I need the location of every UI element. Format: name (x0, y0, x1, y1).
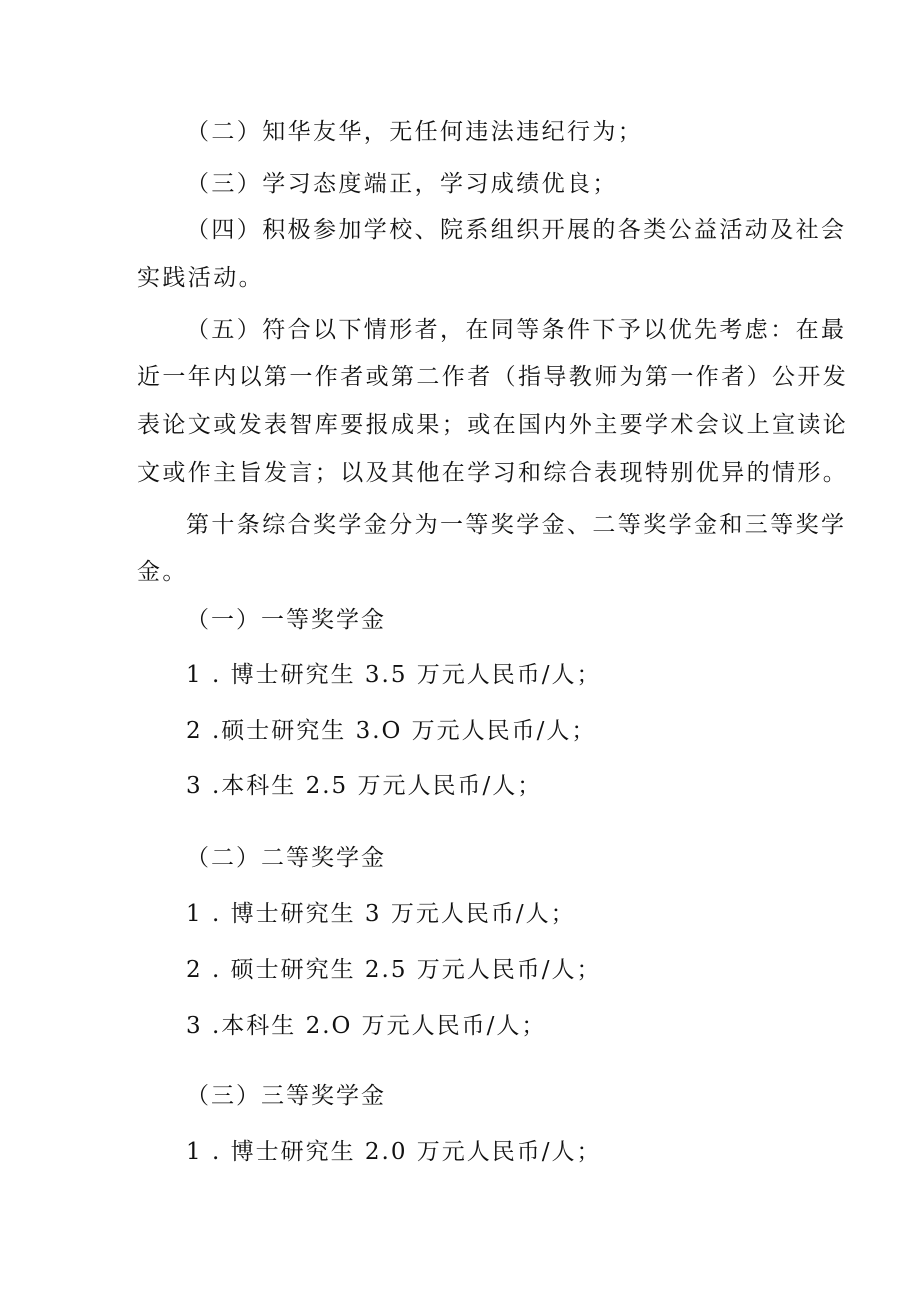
second-class-item-3: 3 .本科生 2.O 万元人民币/人； (186, 1013, 547, 1039)
article-10-line-2: 金。 (137, 559, 188, 585)
second-class-item-1: 1 . 博士研究生 3 万元人民币/人； (186, 901, 576, 927)
third-class-item-1: 1 . 博士研究生 2.0 万元人民币/人； (186, 1139, 602, 1165)
first-class-item-3: 3 .本科生 2.5 万元人民币/人； (186, 773, 543, 799)
first-class-item-2: 2 .硕士研究生 3.O 万元人民币/人； (186, 718, 597, 744)
article-10-line-1: 第十条综合奖学金分为一等奖学金、二等奖学金和三等奖学 (186, 512, 847, 538)
second-class-item-2: 2 . 硕士研究生 2.5 万元人民币/人； (186, 957, 602, 983)
clause-3-line: （三）学习态度端正，学习成绩优良； (186, 171, 618, 197)
clause-5-line-3: 表论文或发表智库要报成果；或在国内外主要学术会议上宣读论 (137, 412, 849, 438)
first-class-item-1: 1 . 博士研究生 3.5 万元人民币/人； (186, 662, 602, 688)
clause-4-line-2: 实践活动。 (137, 265, 264, 291)
clause-5-line-2: 近一年内以第一作者或第二作者（指导教师为第一作者）公开发 (137, 364, 849, 390)
third-class-heading: （三）三等奖学金 (186, 1083, 386, 1109)
clause-5-line-4: 文或作主旨发言；以及其他在学习和综合表现特别优异的情形。 (137, 460, 849, 486)
clause-5-line-1: （五）符合以下情形者，在同等条件下予以优先考虑：在最 (186, 317, 847, 343)
second-class-heading: （二）二等奖学金 (186, 845, 386, 871)
first-class-heading: （一）一等奖学金 (186, 607, 386, 633)
clause-4-line-1: （四）积极参加学校、院系组织开展的各类公益活动及社会 (186, 217, 847, 243)
clause-2-line: （二）知华友华，无任何违法违纪行为； (186, 119, 644, 145)
